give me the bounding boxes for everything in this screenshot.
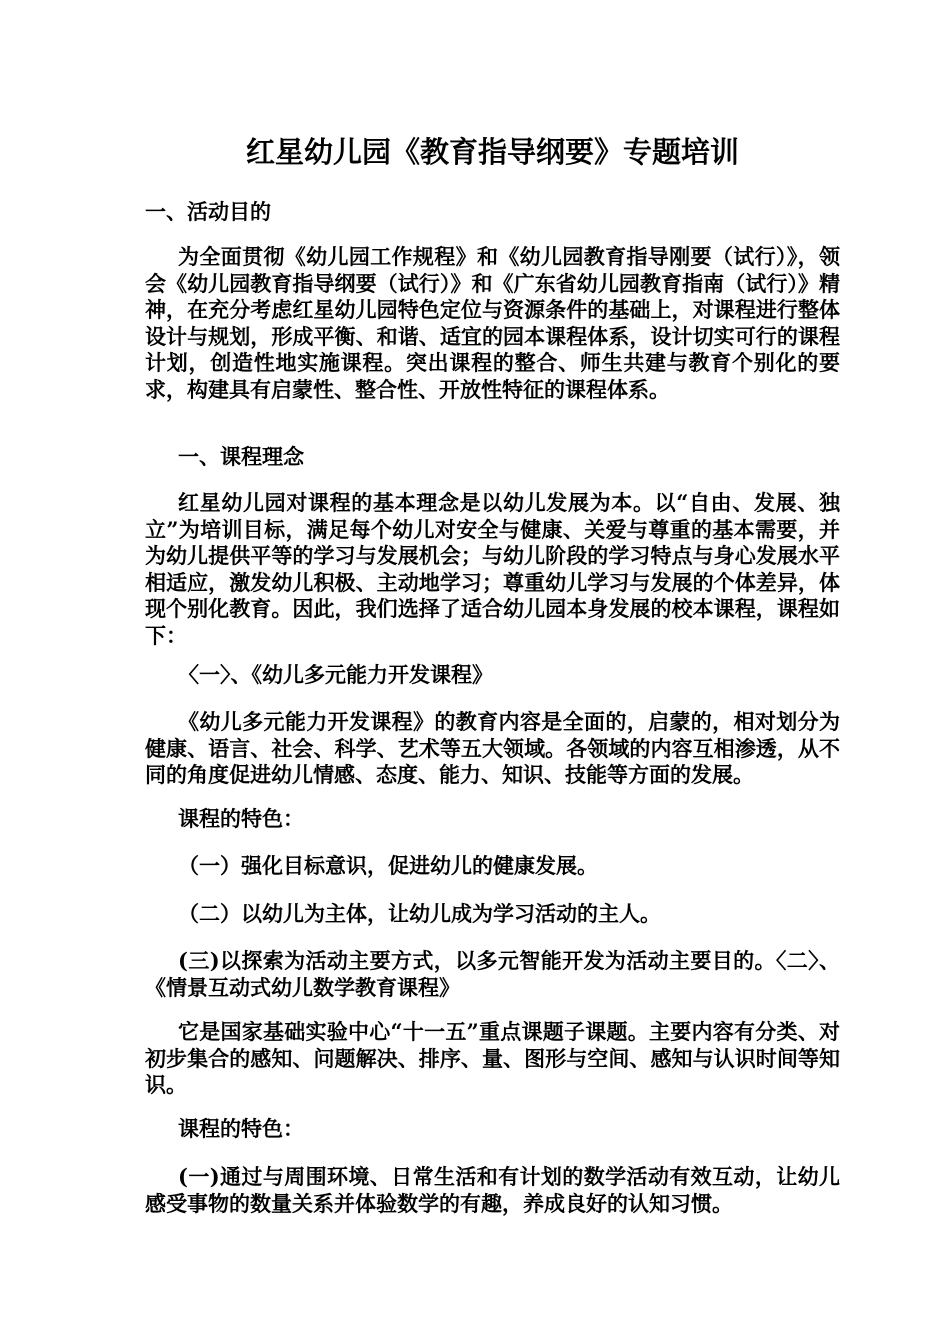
section-heading-activity-purpose: 一、活动目的: [145, 199, 271, 224]
document-title: 红星幼儿园《教育指导纲要》专题培训: [245, 135, 739, 169]
paragraph-course-philosophy: 红星幼儿园对课程的基本理念是以幼儿发展为本。以“自由、发展、独立”为培训目标，满足每个幼儿对安全与健康、关爱与尊重的基本需要，并为幼儿提供平等的学习与发展机会；与幼儿阶段的学习特点与身心发展水平相适应，激发幼儿积极、主动地学习；尊重幼儿学习与发展的个体差异，体现个别化教育。因此，我们选择了适合幼儿园本身发展的校本课程，课程如下：: [145, 490, 840, 648]
subheading-course-one: 〈一〉、《幼儿多元能力开发课程》: [178, 662, 493, 687]
paragraph-activity-purpose: 为全面贯彻《幼儿园工作规程》和《幼儿园教育指导刚要（试行）》，领会《幼儿园教育指导纲要（试行）》和《广东省幼儿园教育指南（试行）》精神，在充分考虑红星幼儿园特色定位与资源条件的基础上，对课程进行整体设计与规划，形成平衡、和谐、适宜的园本课程体系，设计切实可行的课程计划，创造性地实施课程。突出课程的整合、师生共建与教育个别化的要求，构建具有启蒙性、整合性、开放性特征的课程体系。: [145, 244, 840, 402]
course-features-label-one: 课程的特色：: [178, 806, 304, 831]
section-heading-course-philosophy: 一、课程理念: [178, 444, 304, 469]
feature-item-three: (三)以探索为活动主要方式，以多元智能开发为活动主要目的。〈二〉、《情景互动式幼儿数学教育课程》: [145, 948, 840, 1000]
course-features-label-two: 课程的特色：: [178, 1116, 304, 1141]
feature-item-math-one: (一)通过与周围环境、日常生活和有计划的数学活动有效互动，让幼儿感受事物的数量关系并体验数学的有趣，养成良好的认知习惯。: [145, 1164, 840, 1216]
feature-item-one: （一）强化目标意识，促进幼儿的健康发展。: [178, 853, 598, 878]
feature-item-two: （二）以幼儿为主体，让幼儿成为学习活动的主人。: [178, 901, 661, 926]
paragraph-course-one: 《幼儿多元能力开发课程》的教育内容是全面的，启蒙的，相对划分为健康、语言、社会、科学、艺术等五大领域。各领域的内容互相渗透，从不同的角度促进幼儿情感、态度、能力、知识、技能等方面的发展。: [145, 709, 840, 787]
paragraph-course-two: 它是国家基础实验中心“十一五”重点课题子课题。主要内容有分类、对初步集合的感知、问题解决、排序、量、图形与空间、感知与认识时间等知识。: [145, 1019, 840, 1097]
